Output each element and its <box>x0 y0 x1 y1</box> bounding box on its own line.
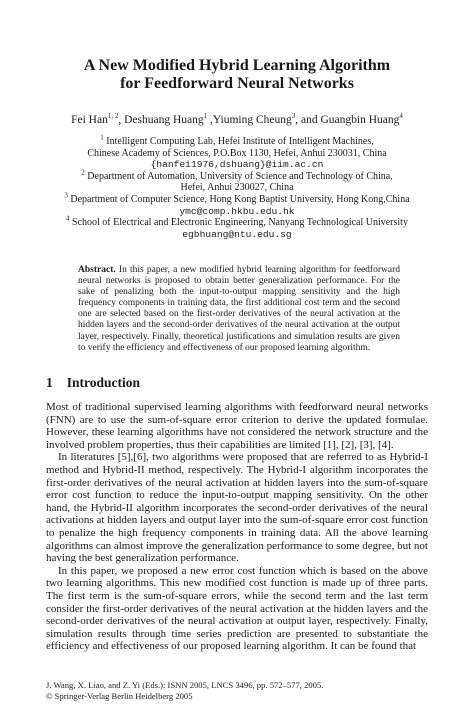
citation-footer <box>46 680 323 702</box>
affiliation-number: 1 <box>100 133 104 142</box>
footer-copyright: © Springer-Verlag Berlin Heidelberg 2005 <box>46 691 193 701</box>
author-affiliation-mark: 1, 2 <box>107 112 119 121</box>
section-heading <box>46 375 140 391</box>
affiliation-line: Department of Computer Science, Hong Kong Baptist University, Hong Kong,China <box>70 193 410 205</box>
body-text <box>46 401 428 653</box>
affiliation-email: egbhuang@ntu.edu.sg <box>182 228 292 240</box>
paragraph: In literatures [5],[6], two algorithms were proposed that are referred to as Hybrid-I method and Hybrid-II method, respectively. The Hybrid-I algorithm incorporates the first-order derivatives of the neural activation at hidden layers into the sum-of-square error cost function to reduce the input-to-output mapping sensitivity. On the other hand, the Hybrid-II algorithm incorporates the second-order derivatives of the neural activations at hidden layers and output layer into the sum-of-square error cost function to penalize the high frequency components in training data. All the above learning algorithms can almost improve the generalization performance to some degree, but not having the best generalization performance. <box>46 451 428 565</box>
affiliation-number: 4 <box>66 214 70 223</box>
affiliation-line: Hefei, Anhui 230027, China <box>180 182 294 194</box>
author-name: Guangbin Huang <box>320 114 400 126</box>
paragraph: Most of traditional supervised learning algorithms with feedforward neural networks (FNN) are to use the sum-of-square error criterion to derive the updated formulae. However, these learning algorithms have not considered the network structure and the involved problem properties, thus their capabilities are limited [1], [2], [3], [4]. <box>46 401 428 451</box>
affiliation-email: ymc@comp.hkbu.edu.hk <box>179 205 295 217</box>
author-affiliation-mark: 4 <box>399 112 403 121</box>
affiliation-number: 3 <box>64 191 68 200</box>
affiliation-list <box>0 133 474 240</box>
author-list <box>0 113 474 127</box>
title-line-2: for Feedforward Neural Networks <box>120 75 354 92</box>
section-number: 1 <box>46 375 53 390</box>
affiliation-line: Intelligent Computing Lab, Hefei Institute of Intelligent Machines, <box>106 136 374 147</box>
abstract-label: Abstract. <box>78 265 116 275</box>
title-line-1: A New Modified Hybrid Learning Algorithm <box>83 57 391 74</box>
author-affiliation-mark: 1 <box>203 112 208 121</box>
affiliation-4 <box>0 214 474 240</box>
section-title: Introduction <box>66 375 141 390</box>
author-separator: , <box>118 114 125 126</box>
affiliation-number: 2 <box>81 168 85 177</box>
affiliation-line: Chinese Academy of Sciences, P.O.Box 1130, Hefei, Anhui 230031, China <box>87 147 387 159</box>
abstract <box>78 265 400 354</box>
author-name: Deshuang Huang <box>124 114 204 126</box>
footer-citation: J. Wang, X. Liao, and Z. Yi (Eds.): ISNN 2005, LNCS 3496, pp. 572–577, 2005. <box>46 680 324 690</box>
affiliation-2 <box>0 168 474 194</box>
author-separator: , <box>207 114 213 126</box>
paragraph: In this paper, we proposed a new error cost function which is based on the above two learning algorithms. This new modified cost function is made up of three parts. The first term is the sum-of-square errors, while the second term and the last term consider the first-order derivatives of the neural activation at the hidden layers and the second-order derivatives of the neural activation at output layer, respectively. Finally, simulation results through time series prediction are presented to substantiate the efficiency and effectiveness of our proposed learning algorithm. It can be found that <box>46 564 428 653</box>
author-name: Fei Han <box>71 114 108 126</box>
affiliation-line: School of Electrical and Electronic Engineering, Nanyang Technological University <box>72 217 408 229</box>
affiliation-line: Department of Automation, University of Science and Technology of China, <box>87 170 393 182</box>
abstract-text: In this paper, a new modified hybrid learning algorithm for feedforward neural networks is proposed to obtain better generalization performance. For the sake of penalizing both the input-to-output mapping sensitivity and the high frequency components in training data, the first additional cost term and the second one are selected based on the first-order derivatives of the neural activation at the hidden layers and the second-order derivatives of the neural activation at the output layer, respectively. Finally, theoretical justifications and simulation results are given to verify the efficiency and effectiveness of our proposed learning algorithm. <box>78 265 400 353</box>
affiliation-1 <box>0 133 474 171</box>
author-separator: , and <box>295 114 321 126</box>
affiliation-3 <box>0 191 474 217</box>
affiliation-email: {hanfei1976,dshuang}@iim.ac.cn <box>150 159 324 171</box>
paper-title <box>0 57 474 93</box>
author-affiliation-mark: 3 <box>291 112 296 121</box>
author-name: Yiuming Cheung <box>212 114 292 126</box>
